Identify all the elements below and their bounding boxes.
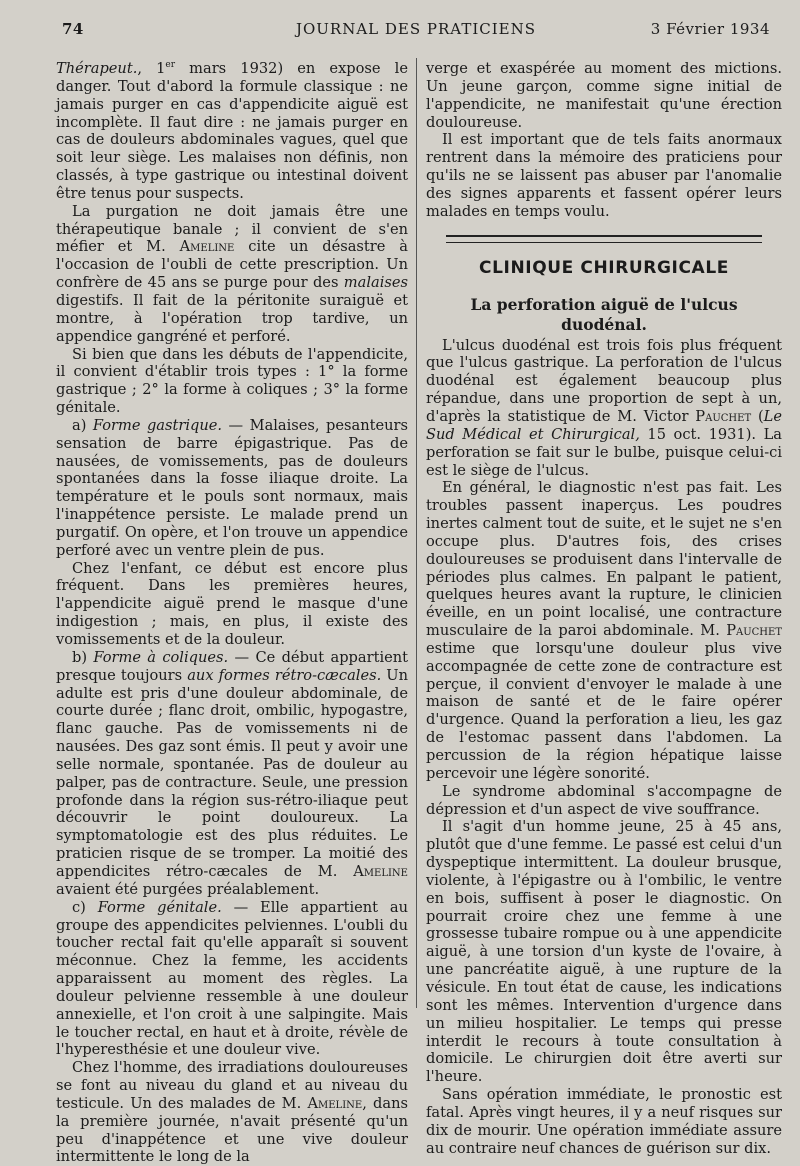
paragraph	[426, 337, 782, 480]
italic-text: aux formes rétro-cæcales.	[187, 666, 382, 684]
author-name: Ameline	[353, 862, 408, 880]
list-label: c)	[72, 898, 98, 916]
text-run: — Elle appartient au groupe des appendicites pelviennes. L'oubli du toucher rectal fait qu'elle apparaît si souvent méconnue. Chez la femme, les accidents apparaissent au moment des règles. La douleur pelvienne ressemble à une douleur annexielle, et l'on croit à une salpingite. Mais le toucher rectal, en haut et à droite, révèle de l'hyperesthésie et une douleur vive.	[56, 898, 408, 1059]
text-run: — Malaises, pesanteurs sensation de barre épigastrique. Pas de nausées, de vomissements, pas de douleurs spontanées dans la fosse iliaque droite. La température et le pouls sont normaux, mais l'inappétence persiste. Le malade prend un purgatif. On opère, et l'on trouve un appendice perforé avec un ventre plein de pus.	[56, 416, 408, 559]
text-run: Chez l'homme, des irradiations douloureuses se font au niveau du gland et au niveau du testicule. Un des malades de M.	[56, 1059, 408, 1112]
paragraph	[56, 649, 408, 899]
column-divider	[416, 58, 417, 1008]
text-run: La purgation ne doit jamais être une thérapeutique banale ; il convient de s'en méfier et M.	[56, 202, 408, 256]
paragraph: Il s'agit d'un homme jeune, 25 à 45 ans, plutôt que d'une femme. Le passé est celui d'un dyspeptique intermittent. La douleur brusque, violente, à l'épigastre ou à l'ombilic, le ventre en bois, suffisent à poser le diagnostic. On pourrait croire chez une femme à une grossesse tubaire rompue ou à une appendicite aiguë, à une torsion d'un kyste de l'ovaire, à une pancréatite aiguë, à une rupture de la vésicule. En tout état de cause, les indications sont les mêmes. Intervention d'urgence dans un milieu hospitalier. Le temps qui presse interdit le recours à toute consultation à domicile. Le chirurgien doit être averti sur l'heure.	[426, 818, 782, 1086]
article-title: La perforation aiguë de l'ulcus duodénal.	[470, 294, 738, 334]
paragraph: Chez l'enfant, ce début est encore plus fréquent. Dans les premières heures, l'appendicite aiguë prend le masque d'une indigestion ; mais, en plus, il existe des vomissements et de la douleur.	[56, 559, 408, 648]
left-column	[56, 60, 408, 1166]
page-header	[62, 20, 770, 42]
subheading-italic: Forme à coliques.	[93, 648, 229, 666]
paragraph	[56, 417, 408, 560]
italic-text: malaises	[343, 274, 408, 292]
paragraph: Le syndrome abdominal s'accompagne de dépression et d'un aspect de vive souffrance.	[426, 782, 782, 818]
paragraph: verge et exaspérée au moment des mictions. Un jeune garçon, comme signe initial de l'appendicite, ne manifestait qu'une érection douloureuse.	[426, 60, 782, 131]
italic-reference: Thérapeut.	[56, 60, 138, 77]
section-title: CLINIQUE CHIRURGICALE	[479, 257, 729, 278]
subheading-italic: Forme génitale.	[97, 898, 222, 916]
paragraph	[56, 899, 408, 1060]
section-rule	[446, 235, 762, 243]
text-run: En général, le diagnostic n'est pas fait. Les troubles passent inaperçus. Les poudres inertes calment tout de suite, et le sujet ne s'en occupe plus. D'autres fois, des crises douloureuses se produisent dans l'intervalle de périodes plus calmes. En palpant le patient, quelques heures avant la rupture, le clinicien éveille, en un point localisé, une contracture musculaire de la paroi abdominale. M.	[426, 479, 782, 640]
text-run: mars 1932) en expose le danger. Tout d'abord la formule classique : ne jamais purger en cas d'appendicite aiguë est incomplète. Il faut dire : ne jamais purger en cas de douleurs abdominales vagues, quel que soit leur siège. Les malaises non définis, non classés, à type gastrique ou intestinal doivent être tenus pour suspects.	[56, 60, 408, 202]
italic-reference: Le Sud Médical et Chirurgical,	[426, 407, 782, 443]
paragraph: Si bien que dans les débuts de l'appendicite, il convient d'établir trois types : 1° la forme gastrique ; 2° la forme à coliques ; 3° la forme génitale.	[56, 345, 408, 417]
text-run: , 1	[137, 60, 166, 77]
paragraph	[56, 1059, 408, 1166]
page-number: 74	[62, 20, 84, 38]
issue-date: 3 Février 1934	[650, 20, 770, 38]
journal-title: JOURNAL DES PRATICIENS	[295, 20, 537, 38]
text-run: L'ulcus duodénal est trois fois plus fréquent que l'ulcus gastrique. La perforation de l'ulcus duodénal est également beaucoup plus répandue, dans une proportion de sept à un, d'après la statistique de M. Victor	[426, 336, 782, 425]
paragraph	[426, 479, 782, 782]
paragraph	[56, 203, 408, 346]
text-run: , dans la première journée, n'avait présenté qu'un peu d'inappétence et une vive douleur intermittente le long de la	[56, 1094, 408, 1166]
text-run: avaient été purgées préalablement.	[56, 880, 320, 898]
paragraph	[56, 60, 408, 203]
paragraph: Il est important que de tels faits anormaux rentrent dans la mémoire des praticiens pour qu'ils ne se laissent pas abuser par l'anomalie des signes apparents et fassent opérer leurs malades en temps voulu.	[426, 131, 782, 220]
superscript: er	[165, 60, 176, 71]
author-name: Ameline	[307, 1094, 363, 1112]
text-run: — Ce début appartient presque toujours	[56, 648, 409, 684]
paragraph: Sans opération immédiate, le pronostic est fatal. Après vingt heures, il y a neuf risques sur dix de mourir. Une opération immédiate assure au contraire neuf chances de guérison sur dix.	[426, 1086, 782, 1157]
text-run: cite un désastre à l'occasion de l'oubli de cette prescription. Un confrère de 45 ans se purge pour des	[56, 238, 408, 292]
author-name: Ameline	[179, 238, 235, 256]
subheading-italic: Forme gastrique.	[92, 416, 223, 434]
text-run: estime que lorsqu'une douleur plus vive accompagnée de cette zone de contracture est perçue, il convient d'envoyer le malade à une maison de santé et de le faire opérer d'urgence. Quand la perforation a lieu, les gaz de l'estomac passent dans l'abdomen. La percussion de la région hépatique laisse percevoir une légère sonorité.	[426, 639, 782, 782]
right-column	[426, 60, 782, 1157]
text-run: (	[751, 407, 764, 425]
list-label: a)	[72, 416, 93, 434]
author-name: Pauchet	[726, 622, 782, 640]
list-label: b)	[72, 648, 94, 666]
author-name: Pauchet	[695, 407, 752, 425]
text-run: digestifs. Il fait de la péritonite suraiguë et montre, à l'opération trop tardive, un appendice gangréné et perforé.	[56, 291, 408, 345]
text-run: 15 oct. 1931). La perforation se fait sur le bulbe, puisque celui-ci est le siège de l'ulcus.	[426, 425, 783, 479]
text-run: Un adulte est pris d'une douleur abdominale, de courte durée ; flanc droit, ombilic, hypogastre, flanc gauche. Pas de vomissements ni de nausées. Des gaz sont émis. Il peut y avoir une selle normale, spontanée. Pas de douleur au palper, pas de contracture. Seule, une pression profonde dans la région sus-rétro-iliaque peut découvrir le point douloureux. La symptomatologie est des plus réduites. Le praticien risque de se tromper. La moitié des appendicites rétro-cæcales de M.	[56, 666, 408, 880]
